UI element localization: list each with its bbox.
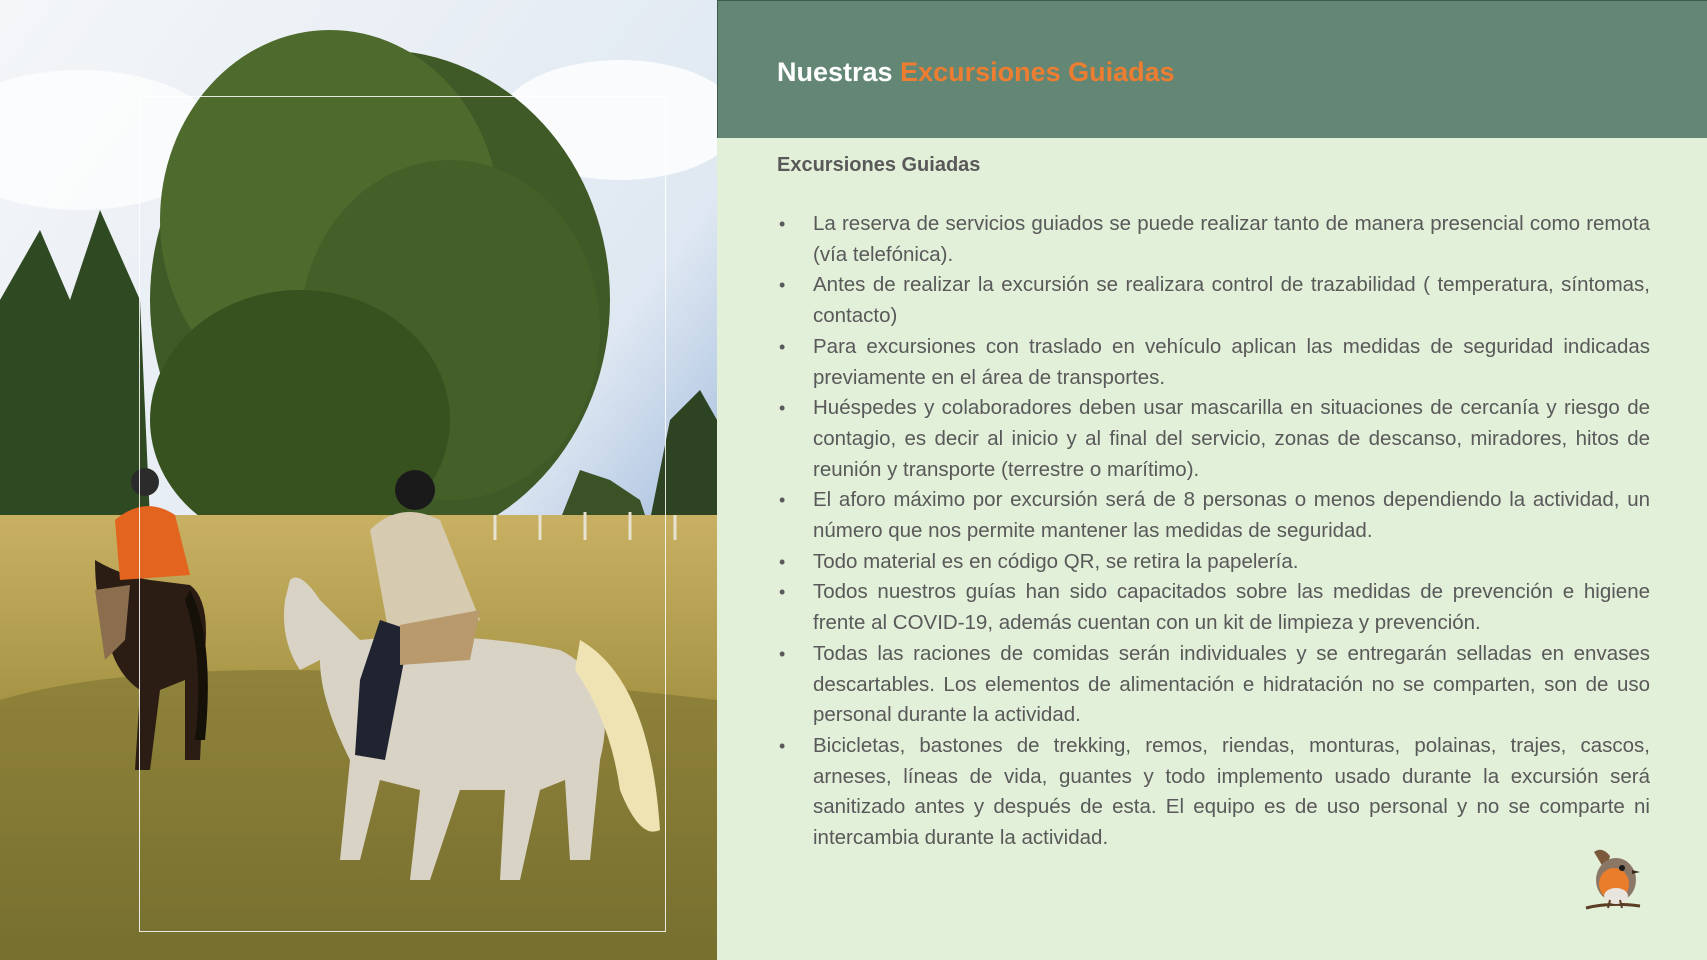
list-item: • Antes de realizar la excursión se realizara control de trazabilidad ( temperatura, síntomas, contacto) [777,270,1650,331]
list-item: • La reserva de servicios guiados se puede realizar tanto de manera presencial como remota (vía telefónica). [777,209,1650,270]
content-panel [717,138,1707,960]
title-part-2: Excursiones Guiadas [900,57,1175,87]
bullet-icon: • [779,490,786,511]
bullet-list [777,209,1650,854]
bullet-icon: • [779,582,786,603]
list-item: • Todas las raciones de comidas serán individuales y se entregarán selladas en envases descartables. Los elementos de alimentación e hidratación no se comparten, son de uso personal durante la actividad. [777,639,1650,731]
page-title [777,57,1175,88]
robin-bird-logo-icon [1580,842,1646,912]
bullet-icon: • [779,735,786,756]
bullet-icon: • [779,214,786,234]
bullet-icon: • [779,551,786,572]
header-banner [717,0,1707,138]
photo-frame [139,96,666,932]
list-item: • El aforo máximo por excursión será de 8 personas o menos dependiendo la actividad, un número que nos permite mantener las medidas de seguridad. [777,485,1650,546]
list-item: • Bicicletas, bastones de trekking, remos, riendas, monturas, polainas, trajes, cascos, arneses, líneas de vida, guantes y todo implemento usado durante la excursión será sanitizado antes y después de esta. El equipo es de uso personal y no se comparte ni intercambia durante la actividad. [777,731,1650,854]
bullet-icon: • [779,275,786,296]
list-item: • Huéspedes y colaboradores deben usar mascarilla en situaciones de cercanía y riesgo de contagio, es decir al inicio y al final del servicio, zonas de descanso, miradores, hitos de reunión y transporte (terrestre o marítimo). [777,393,1650,485]
list-item: • Para excursiones con traslado en vehículo aplican las medidas de seguridad indicadas previamente en el área de transportes. [777,332,1650,393]
bullet-icon: • [779,336,786,357]
bullet-icon: • [779,398,786,419]
bullet-icon: • [779,643,786,664]
title-part-1: Nuestras [777,57,893,87]
section-subtitle: Excursiones Guiadas [777,154,981,176]
list-item: • Todos nuestros guías han sido capacitados sobre las medidas de prevención e higiene frente al COVID-19, además cuentan con un kit de limpieza y prevención. [777,577,1650,638]
list-item: • Todo material es en código QR, se retira la papelería. [777,547,1650,578]
